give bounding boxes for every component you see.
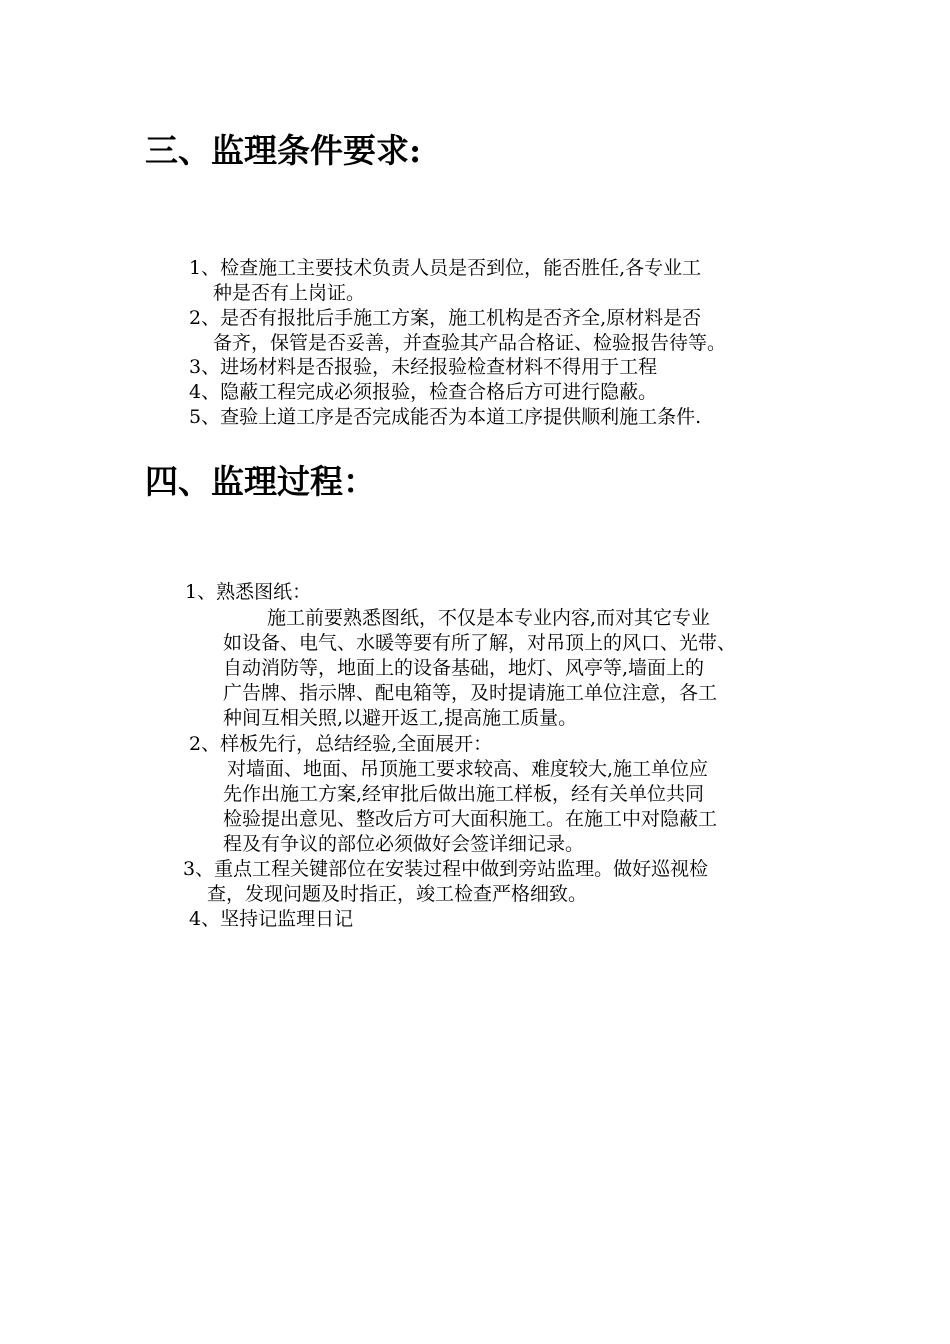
item-4-2-title: 2、样板先行，总结经验,全面展开： bbox=[189, 733, 493, 755]
section-3-heading: 三、监理条件要求: bbox=[145, 131, 422, 170]
item-3-2-line-1: 2、是否有报批后手施工方案，施工机构是否齐全,原材料是否 bbox=[189, 307, 702, 329]
item-4-1-title: 1、熟悉图纸： bbox=[185, 581, 312, 603]
item-4-1-text-line-5: 种间互相关照,以避开返工,提高施工质量。 bbox=[223, 707, 578, 729]
item-4-1-text-line-1: 施工前要熟悉图纸，不仅是本专业内容,而对其它专业 bbox=[267, 607, 711, 629]
item-3-1-line-1: 1、检查施工主要技术负责人员是否到位，能否胜任,各专业工 bbox=[189, 257, 702, 279]
item-3-3-line: 3、进场材料是否报验，未经报验检查材料不得用于工程 bbox=[189, 356, 658, 378]
item-3-2-line-2: 备齐，保管是否妥善，并查验其产品合格证、检验报告待等。 bbox=[213, 332, 727, 354]
item-4-3-line-1: 3、重点工程关键部位在安装过程中做到旁站监理。做好巡视检 bbox=[183, 858, 709, 880]
item-4-3-line-2: 查，发现问题及时指正，竣工检查严格细致。 bbox=[207, 883, 588, 905]
item-4-4-line: 4、坚持记监理日记 bbox=[189, 908, 354, 930]
item-4-2-text-line-3: 检验提出意见、整改后方可大面积施工。在施工中对隐蔽工 bbox=[223, 808, 718, 830]
item-4-2-text-line-4: 程及有争议的部位必须做好会签详细记录。 bbox=[223, 833, 585, 855]
item-4-2-text-line-2: 先作出施工方案,经审批后做出施工样板，经有关单位共同 bbox=[223, 783, 705, 805]
item-3-1-line-2: 种是否有上岗证。 bbox=[213, 282, 366, 304]
item-3-5-line: 5、查验上道工序是否完成能否为本道工序提供顺利施工条件. bbox=[189, 406, 702, 428]
item-4-2-text-line-1: 对墙面、地面、吊顶施工要求较高、难度较大,施工单位应 bbox=[227, 758, 709, 780]
section-4-heading: 四、监理过程： bbox=[145, 462, 376, 501]
item-4-1-text-line-3: 自动消防等，地面上的设备基础，地灯、风亭等,墙面上的 bbox=[223, 657, 705, 679]
item-3-4-line: 4、隐蔽工程完成必须报验，检查合格后方可进行隐蔽。 bbox=[189, 381, 658, 403]
item-4-1-text-line-2: 如设备、电气、水暖等要有所了解，对吊顶上的风口、光带、 bbox=[223, 632, 737, 654]
item-4-1-text-line-4: 广告牌、指示牌、配电箱等，及时提请施工单位注意，各工 bbox=[223, 682, 718, 704]
